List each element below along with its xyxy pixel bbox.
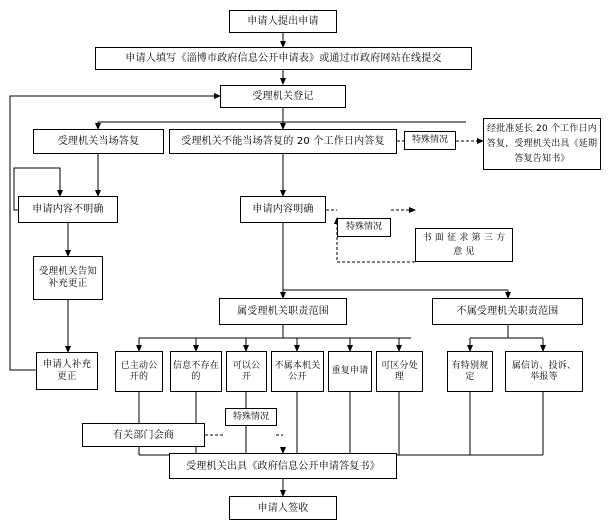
node-issue-reply: 受理机关出具《政府信息公开申请答复书》 (169, 453, 397, 479)
node-extension-notice: 经批准延长 20 个工作日内答复，受理机关出具《延期答复告知书》 (483, 118, 601, 170)
node-20-working-days: 受理机关不能当场答复的 20 个工作日内答复 (169, 129, 397, 154)
node-fill-form: 申请人填写《淄博市政府信息公开申请表》或通过市政府网站在线提交 (95, 47, 472, 70)
node-content-unclear: 申请内容不明确 (18, 196, 118, 223)
node-separable-handling: 可区分处理 (376, 351, 423, 392)
label-special-case-2: 特殊情况 (337, 218, 391, 237)
node-already-public: 已主动公开的 (115, 351, 163, 392)
node-special-rule: 有特别规定 (447, 351, 493, 392)
node-content-clear: 申请内容明确 (240, 196, 326, 223)
node-application-submit: 申请人提出申请 (229, 10, 337, 33)
node-onsite-reply: 受理机关当场答复 (33, 129, 164, 154)
node-petition-complaint: 属信访、投诉、举报等 (505, 351, 583, 392)
node-register: 受理机关登记 (220, 85, 346, 108)
node-applicant-receive: 申请人签收 (229, 496, 337, 520)
node-notify-supplement: 受理机关告知补充更正 (33, 256, 103, 300)
node-third-party-opinion: 书 面 征 求 第 三 方 意 见 (415, 228, 513, 262)
node-within-duty: 属受理机关职责范围 (219, 298, 347, 325)
node-not-exist: 信息不存在的 (170, 351, 222, 392)
node-outside-duty: 不属受理机关职责范围 (432, 298, 583, 325)
label-special-case-1: 特殊情况 (404, 131, 456, 150)
node-repeat-application: 重复申请 (328, 351, 372, 392)
label-special-case-3: 特殊情况 (225, 408, 277, 426)
node-not-this-agency: 不属本机关公开 (271, 351, 324, 392)
node-applicant-supplement: 申请人补充更正 (36, 352, 98, 390)
node-department-consult: 有关部门会商 (82, 423, 205, 447)
node-can-disclose: 可以公开 (226, 351, 267, 392)
